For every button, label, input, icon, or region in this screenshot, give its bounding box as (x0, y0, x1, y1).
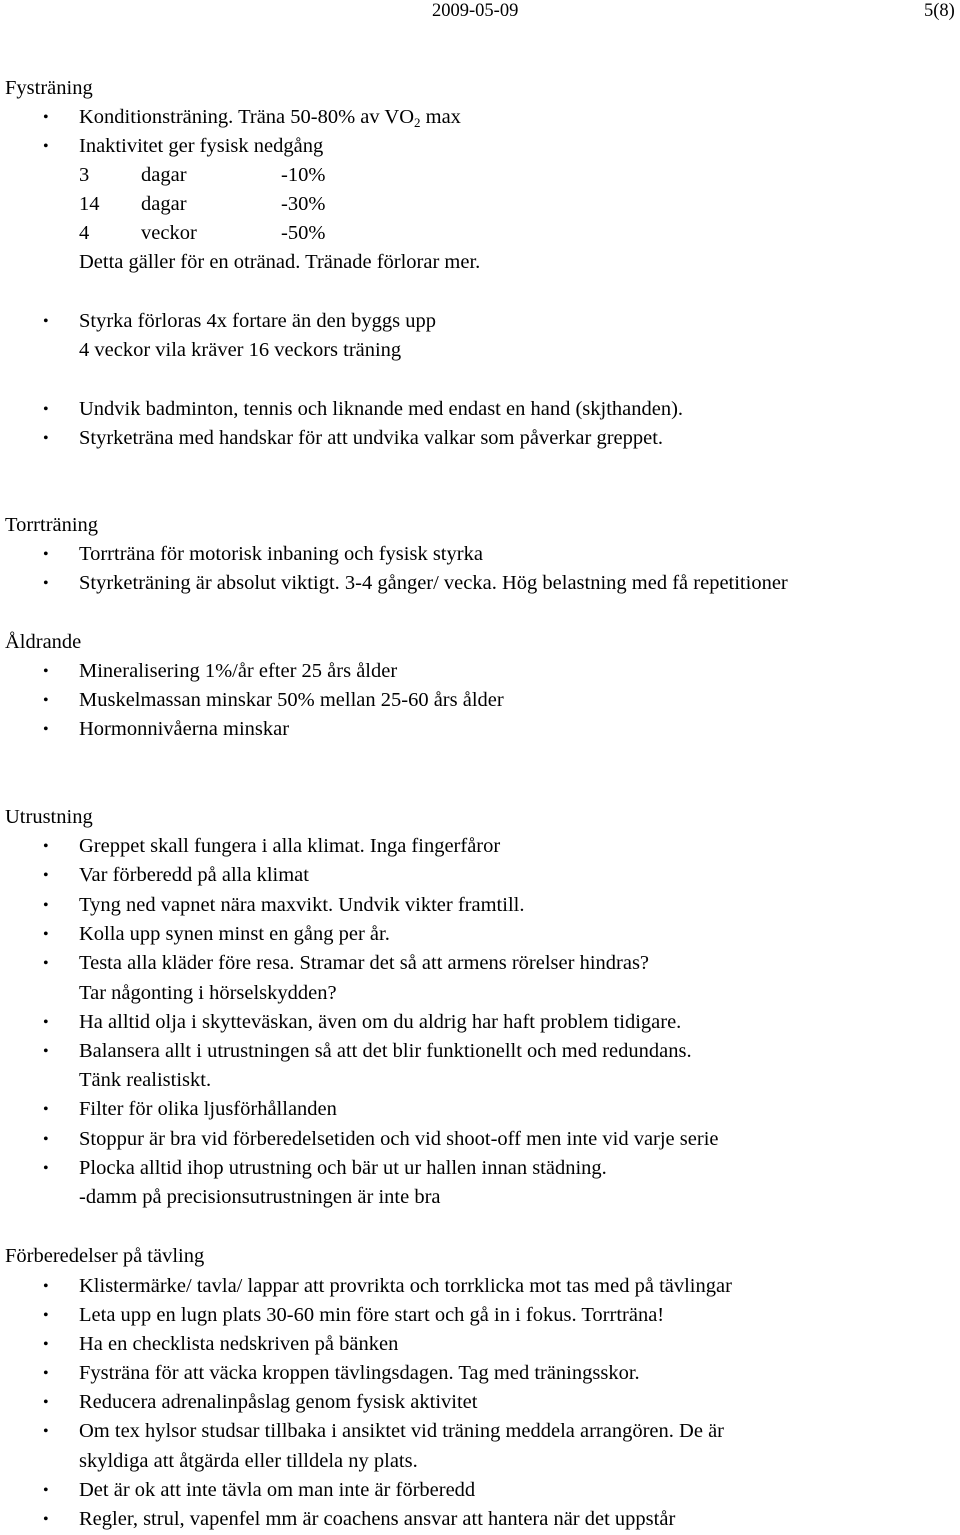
section-title-torrtraning: Torrträning (5, 514, 99, 536)
bullet: • (43, 1307, 49, 1324)
list-item-continuation: Tänk realistiskt. (79, 1069, 212, 1091)
list-item-continuation: Tar någonting i hörselskydden? (79, 982, 337, 1004)
table-row (79, 161, 326, 190)
list-item: Styrketräning är absolut viktigt. 3-4 gånger/ vecka. Hög belastning med få repetitioner (79, 572, 788, 594)
bullet: • (43, 1101, 49, 1118)
list-item: Ha en checklista nedskriven på bänken (79, 1333, 399, 1355)
bullet: • (43, 867, 49, 884)
list-item: Var förberedd på alla klimat (79, 864, 309, 886)
list-item: Inaktivitet ger fysisk nedgång (79, 135, 324, 157)
list-item: Muskelmassan minskar 50% mellan 25-60 års ålder (79, 689, 504, 711)
list-item: Plocka alltid ihop utrustning och bär ut ur hallen innan städning. (79, 1157, 607, 1179)
table-cell: dagar (141, 164, 187, 186)
table-cell: -50% (281, 222, 326, 244)
list-item: Mineralisering 1%/år efter 25 års ålder (79, 660, 398, 682)
bullet: • (43, 138, 49, 155)
list-item-text: Konditionsträning. Träna 50-80% av VO (79, 106, 415, 128)
list-item: Reducera adrenalinpåslag genom fysisk aktivitet (79, 1391, 478, 1413)
bullet: • (43, 897, 49, 914)
bullet: • (43, 109, 49, 126)
list-item-continuation: skyldiga att åtgärda eller tilldela ny plats. (79, 1450, 418, 1472)
list-item: Kolla upp synen minst en gång per år. (79, 923, 390, 945)
list-item: Tyng ned vapnet nära maxvikt. Undvik vikter framtill. (79, 894, 525, 916)
bullet: • (43, 575, 49, 592)
list-item: Fysträna för att väcka kroppen tävlingsdagen. Tag med träningsskor. (79, 1362, 640, 1384)
bullet: • (43, 1482, 49, 1499)
table-cell: dagar (141, 193, 187, 215)
bullet: • (43, 546, 49, 563)
bullet: • (43, 313, 49, 330)
bullet: • (43, 1278, 49, 1295)
table-cell: -10% (281, 164, 326, 186)
bullet: • (43, 1394, 49, 1411)
bullet: • (43, 721, 49, 738)
bullet: • (43, 926, 49, 943)
bullet: • (43, 1131, 49, 1148)
bullet: • (43, 1365, 49, 1382)
list-item: Ha alltid olja i skytteväskan, även om du aldrig har haft problem tidigare. (79, 1011, 682, 1033)
list-item: Klistermärke/ tavla/ lappar att provrikta och torrklicka mot tas med på tävlingar (79, 1275, 732, 1297)
list-item: Greppet skall fungera i alla klimat. Inga fingerfåror (79, 835, 501, 857)
bullet: • (43, 1043, 49, 1060)
list-item: Regler, strul, vapenfel mm är coachens ansvar att hantera när det uppstår (79, 1508, 676, 1530)
list-item: Styrka förloras 4x fortare än den byggs upp (79, 310, 436, 332)
bullet: • (43, 663, 49, 680)
section-title-aldrande: Åldrande (5, 631, 82, 653)
list-item-continuation: 4 veckor vila kräver 16 veckors träning (79, 339, 402, 361)
page-header (0, 0, 960, 30)
bullet: • (43, 1160, 49, 1177)
header-date: 2009-05-09 (432, 1, 519, 21)
table-cell: 3 (79, 164, 90, 186)
bullet: • (43, 1336, 49, 1353)
bullet: • (43, 1423, 49, 1440)
table-cell: -30% (281, 193, 326, 215)
list-item: Balansera allt i utrustningen så att det blir funktionellt och med redundans. (79, 1040, 692, 1062)
list-item: Hormonnivåerna minskar (79, 718, 290, 740)
table-row (79, 219, 326, 248)
bullet: • (43, 692, 49, 709)
list-item: Testa alla kläder före resa. Stramar det så att armens rörelser hindras? (79, 952, 650, 974)
table-cell: veckor (141, 222, 197, 244)
bullet: • (43, 955, 49, 972)
list-item-text: max (420, 106, 461, 128)
bullet: • (43, 1014, 49, 1031)
bullet: • (43, 430, 49, 447)
list-item: Filter för olika ljusförhållanden (79, 1098, 337, 1120)
list-item: Leta upp en lugn plats 30-60 min före start och gå in i fokus. Torrträna! (79, 1304, 665, 1326)
list-item-continuation: -damm på precisionsutrustningen är inte bra (79, 1186, 441, 1208)
section-title-forberedelser: Förberedelser på tävling (5, 1245, 205, 1267)
subscript: 2 (414, 115, 421, 130)
list-item: Undvik badminton, tennis och liknande med endast en hand (skjthanden). (79, 398, 684, 420)
bullet: • (43, 838, 49, 855)
list-item: Stoppur är bra vid förberedelsetiden och vid shoot-off men inte vid varje serie (79, 1128, 719, 1150)
section-title-utrustning: Utrustning (5, 806, 93, 828)
list-item: Torrträna för motorisk inbaning och fysisk styrka (79, 543, 483, 565)
list-item: Om tex hylsor studsar tillbaka i ansiktet vid träning meddela arrangören. De är (79, 1420, 724, 1442)
table-row (79, 190, 326, 219)
table-cell: 4 (79, 222, 90, 244)
table-cell: 14 (79, 193, 100, 215)
bullet: • (43, 401, 49, 418)
list-item-continuation: Detta gäller för en otränad. Tränade förlorar mer. (79, 251, 481, 273)
bullet: • (43, 1511, 49, 1528)
list-item: Styrketräna med handskar för att undvika valkar som påverkar greppet. (79, 427, 664, 449)
section-title-fystraning: Fysträning (5, 77, 93, 99)
header-page-number: 5(8) (924, 1, 955, 21)
list-item: Det är ok att inte tävla om man inte är förberedd (79, 1479, 476, 1501)
